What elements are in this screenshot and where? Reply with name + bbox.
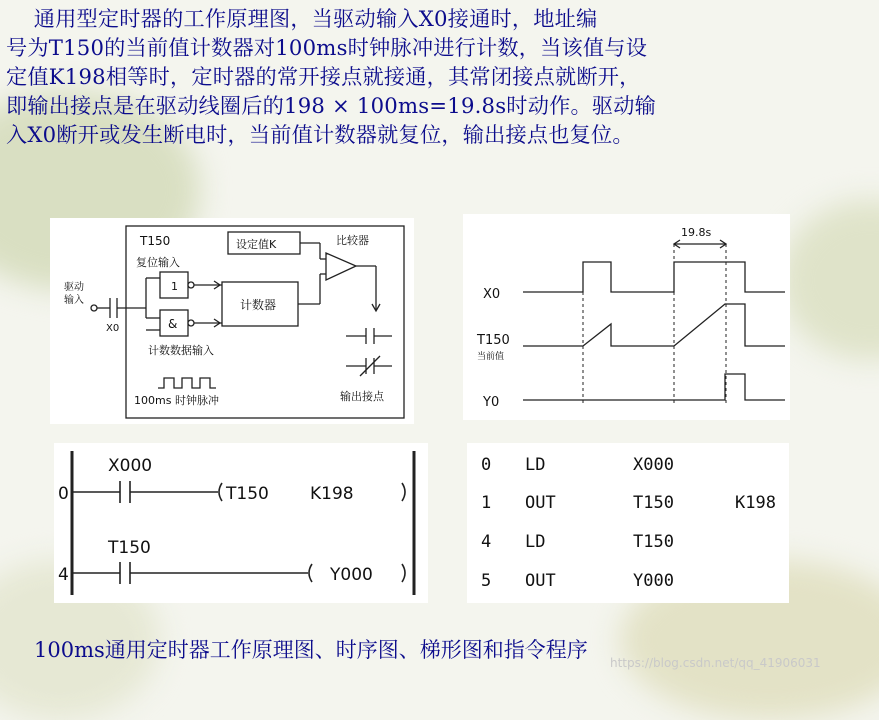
- program-step: 1: [481, 493, 492, 513]
- drive-input-label-2: 输入: [64, 295, 84, 306]
- x0-signal-label: X0: [483, 287, 501, 302]
- timing-diagram: [463, 214, 790, 420]
- paragraph-line: 入X0断开或发生断电时，当前值计数器就复位，输出接点也复位。: [6, 122, 634, 147]
- t150-signal-label: T150: [477, 333, 510, 348]
- output-contact-label: 输出接点: [340, 390, 384, 403]
- program-step: 5: [481, 571, 492, 591]
- duration-label: 19.8s: [681, 226, 712, 239]
- y0-signal-label: Y0: [483, 395, 500, 410]
- program-arg: X000: [633, 455, 674, 475]
- drive-input-label: 驱动: [64, 282, 84, 293]
- program-row: [467, 524, 789, 560]
- figure-caption: 100ms通用定时器工作原理图、时序图、梯形图和指令程序: [34, 638, 588, 662]
- program-op: LD: [525, 455, 546, 475]
- description-paragraph: [6, 4, 874, 149]
- count-input-label: 计数数据输入: [148, 344, 214, 357]
- ladder-diagram: [54, 443, 428, 603]
- setpoint-label: 设定值K: [236, 238, 277, 251]
- program-op: OUT: [525, 571, 556, 591]
- comparator-label: 比较器: [336, 234, 369, 247]
- program-row: [467, 563, 789, 599]
- instruction-program: [467, 443, 789, 603]
- program-step: 4: [481, 532, 492, 552]
- rung2-address: 4: [58, 565, 69, 585]
- current-value-label: 当前值: [477, 352, 505, 362]
- gate-not-label: 1: [171, 280, 178, 293]
- rung1-address: 0: [58, 484, 69, 504]
- program-step: 0: [481, 455, 492, 475]
- program-op: OUT: [525, 493, 556, 513]
- counter-label: 计数器: [240, 298, 277, 312]
- rung1-contact-label: X000: [108, 456, 153, 476]
- program-arg: T150: [633, 532, 674, 552]
- paragraph-line: 定值K198相等时，定时器的常开接点就接通，其常闭接点就断开，: [6, 64, 641, 89]
- principle-diagram: [50, 218, 414, 424]
- paragraph-line: 号为T150的当前值计数器对100ms时钟脉冲进行计数，当该值与设: [6, 35, 648, 60]
- program-row: [467, 447, 789, 483]
- rung2-coil-label: Y000: [330, 565, 373, 585]
- rung1-coil-label: T150: [226, 484, 269, 504]
- rung1-setpoint-label: K198: [310, 484, 354, 504]
- paragraph-line: 即输出接点是在驱动线圈后的198 × 100ms=19.8s时动作。驱动输: [6, 93, 657, 118]
- x0-label: X0: [106, 323, 120, 334]
- paragraph-line: 通用型定时器的工作原理图，当驱动输入X0接通时，地址编: [6, 6, 598, 31]
- reset-input-label: 复位输入: [136, 256, 180, 269]
- rung2-contact-label: T150: [108, 538, 151, 558]
- clock-label: 100ms 时钟脉冲: [134, 394, 219, 407]
- program-k: K198: [735, 493, 776, 513]
- program-arg: T150: [633, 493, 674, 513]
- program-row: [467, 485, 789, 521]
- program-arg: Y000: [633, 571, 674, 591]
- program-op: LD: [525, 532, 546, 552]
- watermark: https://blog.csdn.net/qq_41906031: [610, 656, 821, 670]
- gate-and-label: &: [168, 317, 178, 331]
- timer-label: T150: [140, 234, 171, 248]
